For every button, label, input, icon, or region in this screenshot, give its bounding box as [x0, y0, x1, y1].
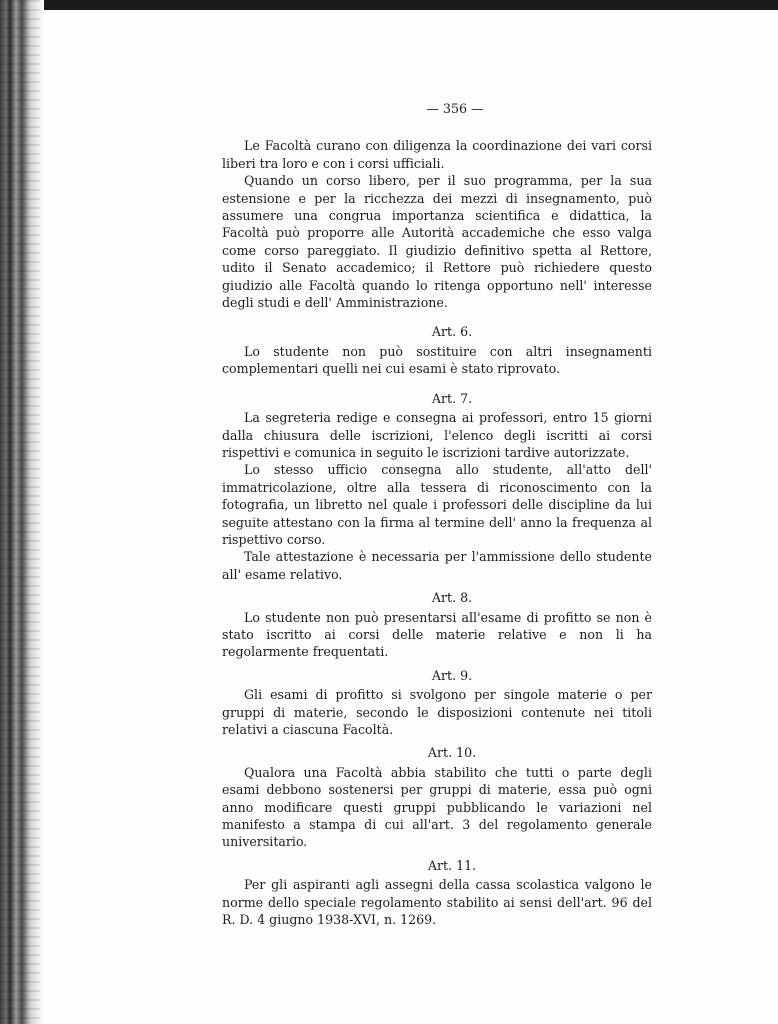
article-paragraph: La segreteria redige e consegna ai professori, entro 15 giorni dalla chiusura delle iscrizioni, l'elenco degli iscritti ai corsi rispettivi e comunica in seguito le iscrizioni tardive autorizzate.	[222, 410, 652, 460]
article-paragraph: Lo stesso ufficio consegna allo studente, all'atto dell' immatricolazione, oltre alla tessera di riconoscimento con la fotografia, un libretto nel quale i professori delle discipline da lui seguite attestano con la firma al termine dell' anno la frequenza al rispettivo corso.	[222, 462, 652, 547]
intro-paragraph: Quando un corso libero, per il suo programma, per la sua estensione e per la ricchezza dei mezzi di insegnamento, può assumere una congrua importanza scientifica e didattica, la Facoltà può proporre alle Autorità accademiche che esso valga come corso pareggiato. Il giudizio definitivo spetta al Rettore, udito il Senato accademico; il Rettore può richiedere questo giudizio alle Facoltà quando lo ritenga opportuno nell' interesse degli studi e dell' Amministrazione.	[222, 173, 652, 311]
article-paragraph: Per gli aspiranti agli assegni della cassa scolastica valgono le norme dello speciale regolamento stabilito ai sensi dell'art. 96 del R. D. 4 giugno 1938-XVI, n. 1269.	[222, 877, 652, 928]
article-paragraph: Gli esami di profitto si svolgono per singole materie o per gruppi di materie, secondo le disposizioni contenute nei titoli relativi a ciascuna Facoltà.	[222, 687, 652, 737]
article-heading: Art. 9.	[431, 667, 473, 683]
binding-texture	[0, 0, 40, 1024]
article-paragraph: Lo studente non può presentarsi all'esame di profitto se non è stato iscritto ai corsi delle materie relative e non li ha regolarmente frequentati.	[222, 609, 652, 660]
book-binding-edge	[0, 0, 44, 1024]
article-paragraph: Tale attestazione è necessaria per l'ammissione dello studente all' esame relativo.	[222, 549, 652, 582]
article-heading: Art. 7.	[431, 390, 473, 406]
article-heading: Art. 8.	[431, 590, 473, 606]
article-paragraph: Qualora una Facoltà abbia stabilito che tutti o parte degli esami debbono sostenersi per gruppi di materie, essa può ogni anno modificare questi gruppi pubblicando le variazioni nel manifesto a stampa di cui all'art. 3 del regolamento generale universitario.	[222, 764, 652, 850]
page-text	[222, 100, 652, 928]
intro-paragraph: Le Facoltà curano con diligenza la coordinazione dei vari corsi liberi tra loro e con i corsi ufficiali.	[222, 138, 652, 171]
article-heading: Art. 6.	[431, 324, 473, 340]
page-number: — 356 —	[426, 101, 484, 116]
article-heading: Art. 10.	[427, 745, 477, 761]
article-paragraph: Lo studente non può sostituire con altri insegnamenti complementari quelli nei cui esami è stato riprovato.	[222, 343, 652, 377]
article-heading: Art. 11.	[427, 857, 477, 873]
scan-top-edge	[0, 0, 778, 10]
